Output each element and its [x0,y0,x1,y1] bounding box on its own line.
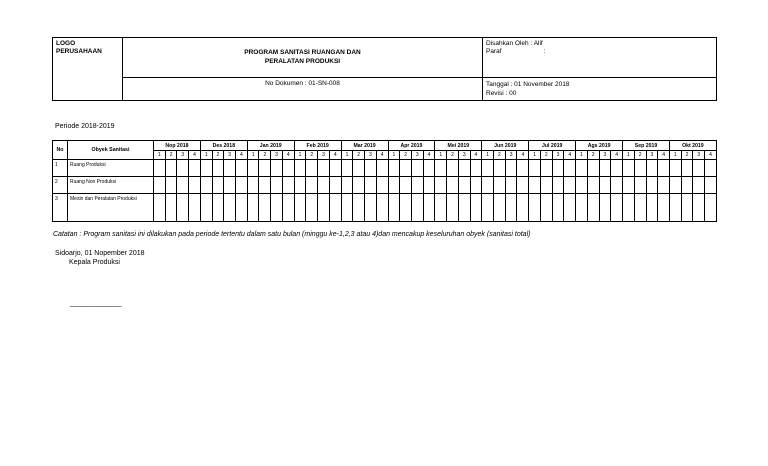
schedule-cell[interactable] [505,160,517,177]
week-header: 4 [423,151,435,160]
week-header: 1 [200,151,212,160]
note-text: Catatan : Program sanitasi ini dilakukan pada periode tertentu dalam satu bulan (minggu ke-1,2,3 atau 4)dan mencakup keseluruhan obyek (sanitasi total) [53,231,531,238]
schedule-cell[interactable] [517,194,529,222]
schedule-cell[interactable] [447,194,459,222]
schedule-cell[interactable] [224,160,236,177]
week-header: 1 [576,151,588,160]
schedule-cell[interactable] [458,160,470,177]
row-number: 3 [53,194,68,222]
schedule-cell[interactable] [294,177,306,194]
document-header [52,37,717,101]
schedule-cell[interactable] [318,194,330,222]
schedule-cell[interactable] [353,194,365,222]
schedule-cell[interactable] [400,194,412,222]
month-header: Okt 2019 [669,141,716,151]
schedule-cell[interactable] [705,194,717,222]
schedule-cell[interactable] [552,194,564,222]
week-header: 1 [388,151,400,160]
schedule-cell[interactable] [165,160,177,177]
approved-by: Disahkan Oleh : Alif [486,40,543,47]
schedule-cell[interactable] [247,194,259,222]
schedule-cell[interactable] [329,160,341,177]
week-header: 2 [494,151,506,160]
schedule-cell[interactable] [306,194,318,222]
schedule-cell[interactable] [365,177,377,194]
schedule-cell[interactable] [341,194,353,222]
week-header: 4 [705,151,717,160]
schedule-cell[interactable] [576,194,588,222]
schedule-cell[interactable] [658,160,670,177]
schedule-cell[interactable] [212,177,224,194]
schedule-cell[interactable] [200,177,212,194]
schedule-cell[interactable] [482,160,494,177]
week-header: 3 [411,151,423,160]
table-row [53,177,717,194]
schedule-cell[interactable] [564,177,576,194]
schedule-cell[interactable] [318,160,330,177]
week-header: 1 [435,151,447,160]
schedule-cell[interactable] [681,194,693,222]
period-label: Periode 2018-2019 [55,123,115,130]
schedule-cell[interactable] [306,160,318,177]
schedule-cell[interactable] [365,194,377,222]
schedule-cell[interactable] [236,194,248,222]
month-header: Jan 2019 [247,141,294,151]
week-header: 2 [681,151,693,160]
row-number: 1 [53,160,68,177]
schedule-cell[interactable] [646,177,658,194]
schedule-cell[interactable] [329,177,341,194]
month-header: Jul 2019 [529,141,576,151]
schedule-cell[interactable] [423,177,435,194]
schedule-cell[interactable] [587,194,599,222]
week-header: 3 [552,151,564,160]
schedule-cell[interactable] [224,194,236,222]
schedule-cell[interactable] [634,177,646,194]
schedule-cell[interactable] [189,160,201,177]
schedule-cell[interactable] [388,177,400,194]
schedule-cell[interactable] [388,194,400,222]
schedule-cell[interactable] [517,177,529,194]
schedule-cell[interactable] [400,177,412,194]
week-header: 1 [623,151,635,160]
schedule-cell[interactable] [669,194,681,222]
week-header: 4 [517,151,529,160]
week-header: 1 [482,151,494,160]
schedule-cell[interactable] [470,194,482,222]
schedule-cell[interactable] [423,160,435,177]
doc-number: No Dokumen : 01-SN-008 [123,78,483,101]
schedule-cell[interactable] [623,160,635,177]
header-object: Obyek Sanitasi [68,141,154,160]
schedule-cell[interactable] [599,177,611,194]
schedule-cell[interactable] [505,177,517,194]
schedule-cell[interactable] [411,160,423,177]
schedule-cell[interactable] [658,194,670,222]
week-header: 2 [165,151,177,160]
title-line-2: PERALATAN PRODUKSI [264,58,341,65]
schedule-cell[interactable] [271,194,283,222]
schedule-cell[interactable] [611,194,623,222]
logo-cell [53,38,123,101]
week-header: 1 [529,151,541,160]
schedule-cell[interactable] [376,194,388,222]
schedule-cell[interactable] [693,177,705,194]
place-date: Sidoarjo, 01 Nopember 2018 [55,250,145,257]
schedule-cell[interactable] [200,160,212,177]
schedule-cell[interactable] [669,177,681,194]
schedule-cell[interactable] [494,194,506,222]
week-header: 4 [658,151,670,160]
schedule-cell[interactable] [458,194,470,222]
schedule-cell[interactable] [165,194,177,222]
week-header: 4 [376,151,388,160]
schedule-cell[interactable] [376,160,388,177]
week-header: 4 [564,151,576,160]
schedule-cell[interactable] [259,177,271,194]
schedule-cell[interactable] [435,194,447,222]
row-number: 2 [53,177,68,194]
schedule-cell[interactable] [435,160,447,177]
week-header: 1 [247,151,259,160]
week-header: 1 [341,151,353,160]
week-header: 2 [400,151,412,160]
schedule-cell[interactable] [212,194,224,222]
week-header: 3 [646,151,658,160]
schedule-cell[interactable] [388,160,400,177]
schedule-cell[interactable] [224,177,236,194]
schedule-cell[interactable] [376,177,388,194]
paraf-row [486,48,713,56]
row-object: Ruang Non Produksi [68,177,154,194]
schedule-cell[interactable] [329,194,341,222]
week-header: 4 [189,151,201,160]
schedule-cell[interactable] [552,160,564,177]
week-header: 2 [306,151,318,160]
week-header: 4 [282,151,294,160]
schedule-cell[interactable] [423,194,435,222]
schedule-cell[interactable] [552,177,564,194]
title-line-1: PROGRAM SANITASI RUANGAN DAN [244,49,361,56]
schedule-cell[interactable] [470,160,482,177]
schedule-cell[interactable] [189,177,201,194]
document-title [123,38,483,78]
schedule-cell[interactable] [693,194,705,222]
paraf-label: Paraf [486,48,502,55]
signature-line: _______________ [70,300,121,307]
schedule-cell[interactable] [282,194,294,222]
schedule-cell[interactable] [658,177,670,194]
table-row [53,160,717,177]
schedule-cell[interactable] [505,194,517,222]
header-no: No [53,141,68,160]
sanitation-schedule-table [52,140,717,222]
schedule-cell[interactable] [435,177,447,194]
schedule-cell[interactable] [599,160,611,177]
schedule-cell[interactable] [411,177,423,194]
week-header: 2 [447,151,459,160]
month-header: Des 2018 [200,141,247,151]
company-text: PERUSAHAAN [56,48,102,55]
schedule-cell[interactable] [458,177,470,194]
schedule-cell[interactable] [470,177,482,194]
week-header: 3 [599,151,611,160]
week-header: 2 [259,151,271,160]
schedule-cell[interactable] [259,160,271,177]
schedule-cell[interactable] [587,177,599,194]
schedule-cell[interactable] [693,160,705,177]
schedule-cell[interactable] [154,160,166,177]
schedule-cell[interactable] [341,160,353,177]
schedule-cell[interactable] [318,177,330,194]
month-header: Mar 2019 [341,141,388,151]
schedule-cell[interactable] [564,194,576,222]
schedule-cell[interactable] [306,177,318,194]
month-header: Sep 2019 [623,141,670,151]
schedule-cell[interactable] [482,177,494,194]
schedule-cell[interactable] [236,177,248,194]
schedule-cell[interactable] [247,177,259,194]
schedule-cell[interactable] [282,177,294,194]
week-header: 4 [329,151,341,160]
schedule-cell[interactable] [529,160,541,177]
signer-role: Kepala Produksi [69,259,120,266]
schedule-cell[interactable] [587,160,599,177]
schedule-cell[interactable] [540,177,552,194]
week-header: 3 [458,151,470,160]
schedule-cell[interactable] [494,177,506,194]
week-header: 2 [634,151,646,160]
month-header: Mei 2019 [435,141,482,151]
week-header: 3 [365,151,377,160]
schedule-cell[interactable] [669,160,681,177]
table-row [53,194,717,222]
month-header: Apr 2019 [388,141,435,151]
week-header: 3 [271,151,283,160]
schedule-cell[interactable] [259,194,271,222]
schedule-cell[interactable] [576,160,588,177]
document-date: Tanggal : 01 November 2018 [486,81,570,88]
schedule-cell[interactable] [447,177,459,194]
schedule-cell[interactable] [634,160,646,177]
schedule-cell[interactable] [189,194,201,222]
schedule-cell[interactable] [705,160,717,177]
row-object: Mesin dan Peralatan Produksi [68,194,154,222]
schedule-cell[interactable] [212,160,224,177]
schedule-cell[interactable] [623,194,635,222]
week-header: 3 [693,151,705,160]
paraf-colon: : [543,48,546,55]
schedule-cell[interactable] [177,160,189,177]
schedule-cell[interactable] [576,177,588,194]
schedule-cell[interactable] [411,194,423,222]
schedule-cell[interactable] [529,194,541,222]
schedule-cell[interactable] [623,177,635,194]
week-header: 3 [224,151,236,160]
schedule-cell[interactable] [236,160,248,177]
approval-cell [483,38,717,78]
schedule-cell[interactable] [247,160,259,177]
week-header: 4 [236,151,248,160]
schedule-cell[interactable] [165,177,177,194]
schedule-cell[interactable] [564,160,576,177]
schedule-cell[interactable] [540,160,552,177]
row-object: Ruang Produksi [68,160,154,177]
schedule-cell[interactable] [599,194,611,222]
month-header: Ags 2019 [576,141,623,151]
week-header: 3 [318,151,330,160]
schedule-cell[interactable] [177,194,189,222]
schedule-cell[interactable] [200,194,212,222]
schedule-cell[interactable] [177,177,189,194]
week-header: 2 [353,151,365,160]
schedule-cell[interactable] [400,160,412,177]
schedule-cell[interactable] [365,160,377,177]
schedule-cell[interactable] [540,194,552,222]
schedule-cell[interactable] [681,160,693,177]
week-header: 2 [212,151,224,160]
week-header: 1 [669,151,681,160]
schedule-cell[interactable] [447,160,459,177]
week-header: 4 [470,151,482,160]
schedule-cell[interactable] [611,160,623,177]
schedule-cell[interactable] [529,177,541,194]
schedule-cell[interactable] [341,177,353,194]
date-revision-cell [483,78,717,101]
schedule-cell[interactable] [611,177,623,194]
week-header: 2 [587,151,599,160]
schedule-cell[interactable] [353,177,365,194]
schedule-cell[interactable] [154,177,166,194]
logo-text: LOGO [56,40,76,47]
schedule-cell[interactable] [271,177,283,194]
schedule-cell[interactable] [494,160,506,177]
schedule-cell[interactable] [294,194,306,222]
week-header: 3 [177,151,189,160]
schedule-cell[interactable] [271,160,283,177]
week-header: 1 [154,151,166,160]
month-header: Jun 2019 [482,141,529,151]
schedule-cell[interactable] [705,177,717,194]
week-header: 3 [505,151,517,160]
month-header: Feb 2019 [294,141,341,151]
schedule-cell[interactable] [517,160,529,177]
week-header: 2 [540,151,552,160]
schedule-cell[interactable] [482,194,494,222]
document-revision: Revisi : 00 [486,90,517,97]
schedule-cell[interactable] [282,160,294,177]
schedule-cell[interactable] [646,194,658,222]
schedule-cell[interactable] [681,177,693,194]
schedule-cell[interactable] [294,160,306,177]
schedule-cell[interactable] [646,160,658,177]
month-header: Nop 2018 [154,141,201,151]
week-header: 1 [294,151,306,160]
schedule-cell[interactable] [154,194,166,222]
week-header: 4 [611,151,623,160]
schedule-cell[interactable] [353,160,365,177]
schedule-cell[interactable] [634,194,646,222]
